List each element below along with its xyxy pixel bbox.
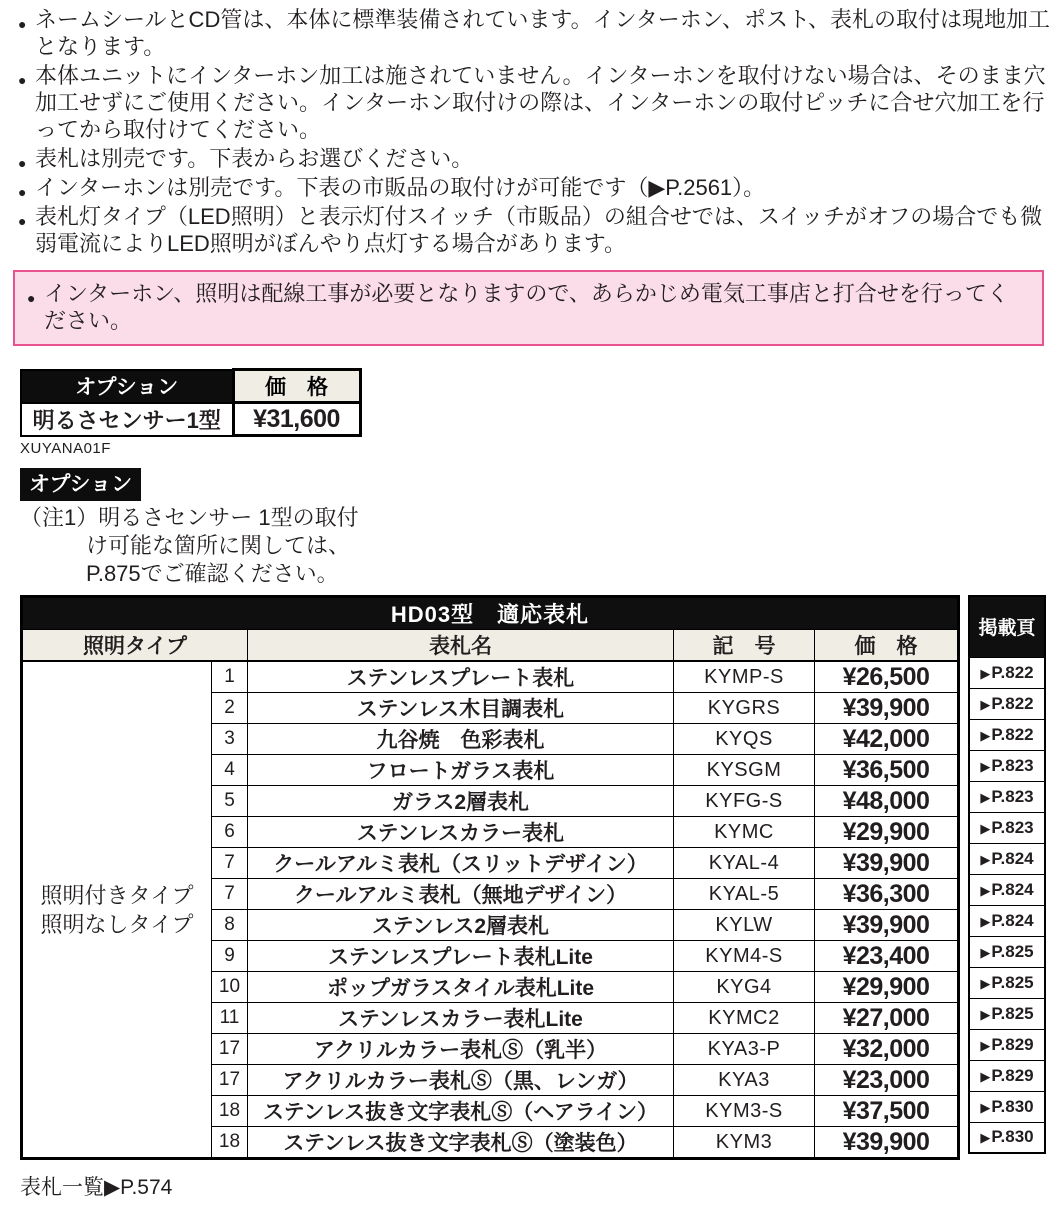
table-row xyxy=(969,812,1045,843)
option-note-line: P.875でご確認ください。 xyxy=(86,561,339,586)
page-reference-cell xyxy=(969,936,1045,967)
nameplate-name-cell: ステンレスカラー表札 xyxy=(248,817,674,848)
warning-item xyxy=(29,280,1030,334)
nameplate-code-cell: KYG4 xyxy=(674,972,815,1003)
page-number: P.830 xyxy=(991,1096,1034,1116)
option-tag: オプション xyxy=(20,468,141,501)
nameplate-price-cell: ¥29,900 xyxy=(815,972,959,1003)
table-row xyxy=(21,403,360,436)
nameplate-price-cell: ¥42,000 xyxy=(815,724,959,755)
option-price-cell: ¥31,600 xyxy=(233,403,360,436)
page-reference-cell xyxy=(969,1060,1045,1091)
nameplate-code-cell: KYAL-4 xyxy=(674,848,815,879)
option-table-header-option: オプション xyxy=(21,370,233,403)
nameplate-name-cell: ステンレス木目調表札 xyxy=(248,693,674,724)
nameplate-name-cell: クールアルミ表札（スリットデザイン） xyxy=(248,848,674,879)
page-col-body xyxy=(969,657,1045,1153)
table-row xyxy=(969,843,1045,874)
page-arrow-icon: ▶ xyxy=(980,789,991,805)
nameplate-table xyxy=(20,595,960,1160)
page-reference-cell xyxy=(969,967,1045,998)
note-text: ネームシールとCD管は、本体に標準装備されています。インターホン、ポスト、表札の取付は現地加工となります。 xyxy=(35,7,1050,59)
nameplate-name-cell: ステンレス抜き文字表札Ⓢ（塗装色） xyxy=(248,1127,674,1159)
page-number: P.824 xyxy=(991,879,1034,899)
table-title: HD03型 適応表札 xyxy=(22,597,959,630)
option-note-line: （注1）明るさセンサー 1型の取付 xyxy=(20,505,359,530)
note-item xyxy=(20,6,1050,60)
page-reference-cell xyxy=(969,750,1045,781)
nameplate-table-body xyxy=(22,661,959,1159)
note-item xyxy=(20,145,1050,172)
note-text: インターホンは別売です。下表の市販品の取付けが可能です（▶P.2561）。 xyxy=(35,175,766,200)
row-number-cell: 3 xyxy=(212,724,248,755)
nameplate-price-cell: ¥39,900 xyxy=(815,910,959,941)
model-code: XUYANA01F xyxy=(20,440,111,457)
page-reference-cell xyxy=(969,1122,1045,1153)
nameplate-price-cell: ¥48,000 xyxy=(815,786,959,817)
nameplate-list-reference: 表札一覧▶P.574 xyxy=(20,1176,173,1199)
bullet-icon: ● xyxy=(18,184,27,200)
row-number-cell: 9 xyxy=(212,941,248,972)
table-row xyxy=(969,750,1045,781)
page-number: P.824 xyxy=(991,910,1034,930)
nameplate-price-cell: ¥27,000 xyxy=(815,1003,959,1034)
page-reference-cell xyxy=(969,812,1045,843)
nameplate-code-cell: KYSGM xyxy=(674,755,815,786)
row-number-cell: 10 xyxy=(212,972,248,1003)
warning-box xyxy=(13,270,1044,346)
page-number: P.829 xyxy=(991,1065,1034,1085)
page-number: P.823 xyxy=(991,755,1034,775)
page-number: P.823 xyxy=(991,817,1034,837)
table-row xyxy=(969,1060,1045,1091)
nameplate-code-cell: KYM4-S xyxy=(674,941,815,972)
nameplate-code-cell: KYA3 xyxy=(674,1065,815,1096)
page-arrow-icon: ▶ xyxy=(980,851,991,867)
table-row xyxy=(969,936,1045,967)
table-row xyxy=(969,874,1045,905)
page-number: P.825 xyxy=(991,1003,1034,1023)
row-number-cell: 18 xyxy=(212,1096,248,1127)
nameplate-name-cell: アクリルカラー表札Ⓢ（乳半） xyxy=(248,1034,674,1065)
page-number: P.822 xyxy=(991,662,1034,682)
row-number-cell: 11 xyxy=(212,1003,248,1034)
nameplate-code-cell: KYGRS xyxy=(674,693,815,724)
page-number: P.825 xyxy=(991,941,1034,961)
table-row xyxy=(969,781,1045,812)
row-number-cell: 2 xyxy=(212,693,248,724)
nameplate-code-cell: KYMC2 xyxy=(674,1003,815,1034)
page-number: P.829 xyxy=(991,1034,1034,1054)
option-table-header-price: 価 格 xyxy=(233,370,360,403)
note-text: 表札灯タイプ（LED照明）と表示灯付スイッチ（市販品）の組合せでは、スイッチがオフの場合でも微弱電流によりLED照明がぼんやり点灯する場合があります。 xyxy=(35,204,1043,256)
row-number-cell: 18 xyxy=(212,1127,248,1159)
row-number-cell: 1 xyxy=(212,661,248,693)
nameplate-name-cell: ステンレスカラー表札Lite xyxy=(248,1003,674,1034)
page-number: P.825 xyxy=(991,972,1034,992)
note-item xyxy=(20,62,1050,143)
page-arrow-icon: ▶ xyxy=(980,944,991,960)
page-number: P.822 xyxy=(991,693,1034,713)
warning-text: インターホン、照明は配線工事が必要となりますので、あらかじめ電気工事店と打合せを行ってください。 xyxy=(44,281,1009,333)
page-arrow-icon: ▶ xyxy=(980,1006,991,1022)
row-number-cell: 17 xyxy=(212,1034,248,1065)
page-reference-cell xyxy=(969,657,1045,688)
nameplate-code-cell: KYMP-S xyxy=(674,661,815,693)
page-reference-cell xyxy=(969,781,1045,812)
note-item xyxy=(20,174,1050,201)
page-reference-cell xyxy=(969,1091,1045,1122)
nameplate-name-cell: ステンレスプレート表札 xyxy=(248,661,674,693)
row-number-cell: 7 xyxy=(212,848,248,879)
option-note xyxy=(20,504,440,588)
page-number: P.822 xyxy=(991,724,1034,744)
nameplate-code-cell: KYMC xyxy=(674,817,815,848)
nameplate-name-cell: ガラス2層表札 xyxy=(248,786,674,817)
bullet-icon: ● xyxy=(18,213,27,229)
table-row xyxy=(969,998,1045,1029)
bullet-icon: ● xyxy=(18,72,27,88)
nameplate-code-cell: KYAL-5 xyxy=(674,879,815,910)
page-arrow-icon: ▶ xyxy=(980,882,991,898)
page-number: P.830 xyxy=(991,1127,1034,1147)
lighting-type-line: 照明なしタイプ xyxy=(40,911,194,937)
lighting-type-cell xyxy=(22,661,212,1159)
bullet-icon: ● xyxy=(18,16,27,32)
nameplate-price-cell: ¥36,300 xyxy=(815,879,959,910)
notes-list xyxy=(20,6,1050,257)
row-number-cell: 8 xyxy=(212,910,248,941)
nameplate-code-cell: KYLW xyxy=(674,910,815,941)
nameplate-price-cell: ¥39,900 xyxy=(815,1127,959,1159)
nameplate-code-cell: KYM3 xyxy=(674,1127,815,1159)
page-reference-cell xyxy=(969,1029,1045,1060)
nameplate-name-cell: ステンレスプレート表札Lite xyxy=(248,941,674,972)
page-reference-cell xyxy=(969,719,1045,750)
nameplate-price-cell: ¥26,500 xyxy=(815,661,959,693)
col-header-type: 照明タイプ xyxy=(22,630,248,662)
lighting-type-line: 照明付きタイプ xyxy=(40,882,194,908)
note-text: 表札は別売です。下表からお選びください。 xyxy=(35,146,474,171)
page-arrow-icon: ▶ xyxy=(980,1130,991,1146)
nameplate-name-cell: フロートガラス表札 xyxy=(248,755,674,786)
table-row xyxy=(969,905,1045,936)
note-text: 本体ユニットにインターホン加工は施されていません。インターホンを取付けない場合は、そのまま穴加工せずにご使用ください。インターホン取付けの際は、インターホンの取付ピッチに合せ穴加工を行ってから取付けてください。 xyxy=(35,63,1046,142)
nameplate-table-wrap xyxy=(20,595,1046,1160)
page-arrow-icon: ▶ xyxy=(980,820,991,836)
page-arrow-icon: ▶ xyxy=(980,1099,991,1115)
page-arrow-icon: ▶ xyxy=(980,1037,991,1053)
page-reference-cell xyxy=(969,843,1045,874)
page-col-header: 掲載頁 xyxy=(969,596,1045,657)
nameplate-name-cell: ポップガラスタイル表札Lite xyxy=(248,972,674,1003)
table-row xyxy=(22,661,959,693)
table-row xyxy=(969,967,1045,998)
row-number-cell: 5 xyxy=(212,786,248,817)
nameplate-price-cell: ¥23,400 xyxy=(815,941,959,972)
nameplate-code-cell: KYFG-S xyxy=(674,786,815,817)
page-arrow-icon: ▶ xyxy=(980,1068,991,1084)
nameplate-price-cell: ¥29,900 xyxy=(815,817,959,848)
table-row xyxy=(969,1122,1045,1153)
col-header-code: 記 号 xyxy=(674,630,815,662)
col-header-name: 表札名 xyxy=(248,630,674,662)
table-row xyxy=(969,719,1045,750)
nameplate-price-cell: ¥36,500 xyxy=(815,755,959,786)
nameplate-name-cell: ステンレス抜き文字表札Ⓢ（ヘアライン） xyxy=(248,1096,674,1127)
page-arrow-icon: ▶ xyxy=(980,913,991,929)
page-reference-cell xyxy=(969,688,1045,719)
option-note-line: け可能な箇所に関しては、 xyxy=(86,533,351,558)
nameplate-name-cell: ステンレス2層表札 xyxy=(248,910,674,941)
option-name-cell: 明るさセンサー1型 xyxy=(21,403,233,436)
row-number-cell: 4 xyxy=(212,755,248,786)
row-number-cell: 17 xyxy=(212,1065,248,1096)
table-row xyxy=(969,1029,1045,1060)
nameplate-price-cell: ¥23,000 xyxy=(815,1065,959,1096)
page-arrow-icon: ▶ xyxy=(980,696,991,712)
page-reference-column xyxy=(968,595,1046,1154)
page-number: P.823 xyxy=(991,786,1034,806)
nameplate-code-cell: KYQS xyxy=(674,724,815,755)
col-header-price: 価 格 xyxy=(815,630,959,662)
bullet-icon: ● xyxy=(27,290,36,306)
page-arrow-icon: ▶ xyxy=(980,665,991,681)
page-arrow-icon: ▶ xyxy=(980,727,991,743)
bullet-icon: ● xyxy=(18,155,27,171)
nameplate-code-cell: KYA3-P xyxy=(674,1034,815,1065)
page-arrow-icon: ▶ xyxy=(980,758,991,774)
table-row xyxy=(969,1091,1045,1122)
nameplate-price-cell: ¥37,500 xyxy=(815,1096,959,1127)
page-arrow-icon: ▶ xyxy=(980,975,991,991)
nameplate-name-cell: 九谷焼 色彩表札 xyxy=(248,724,674,755)
row-number-cell: 6 xyxy=(212,817,248,848)
nameplate-code-cell: KYM3-S xyxy=(674,1096,815,1127)
table-row xyxy=(969,688,1045,719)
table-row xyxy=(969,657,1045,688)
row-number-cell: 7 xyxy=(212,879,248,910)
nameplate-price-cell: ¥39,900 xyxy=(815,848,959,879)
nameplate-name-cell: クールアルミ表札（無地デザイン） xyxy=(248,879,674,910)
option-price-table xyxy=(20,368,362,437)
nameplate-price-cell: ¥39,900 xyxy=(815,693,959,724)
page-reference-cell xyxy=(969,874,1045,905)
nameplate-price-cell: ¥32,000 xyxy=(815,1034,959,1065)
nameplate-name-cell: アクリルカラー表札Ⓢ（黒、レンガ） xyxy=(248,1065,674,1096)
note-item xyxy=(20,203,1050,257)
page-number: P.824 xyxy=(991,848,1034,868)
page-reference-cell xyxy=(969,905,1045,936)
page-reference-cell xyxy=(969,998,1045,1029)
